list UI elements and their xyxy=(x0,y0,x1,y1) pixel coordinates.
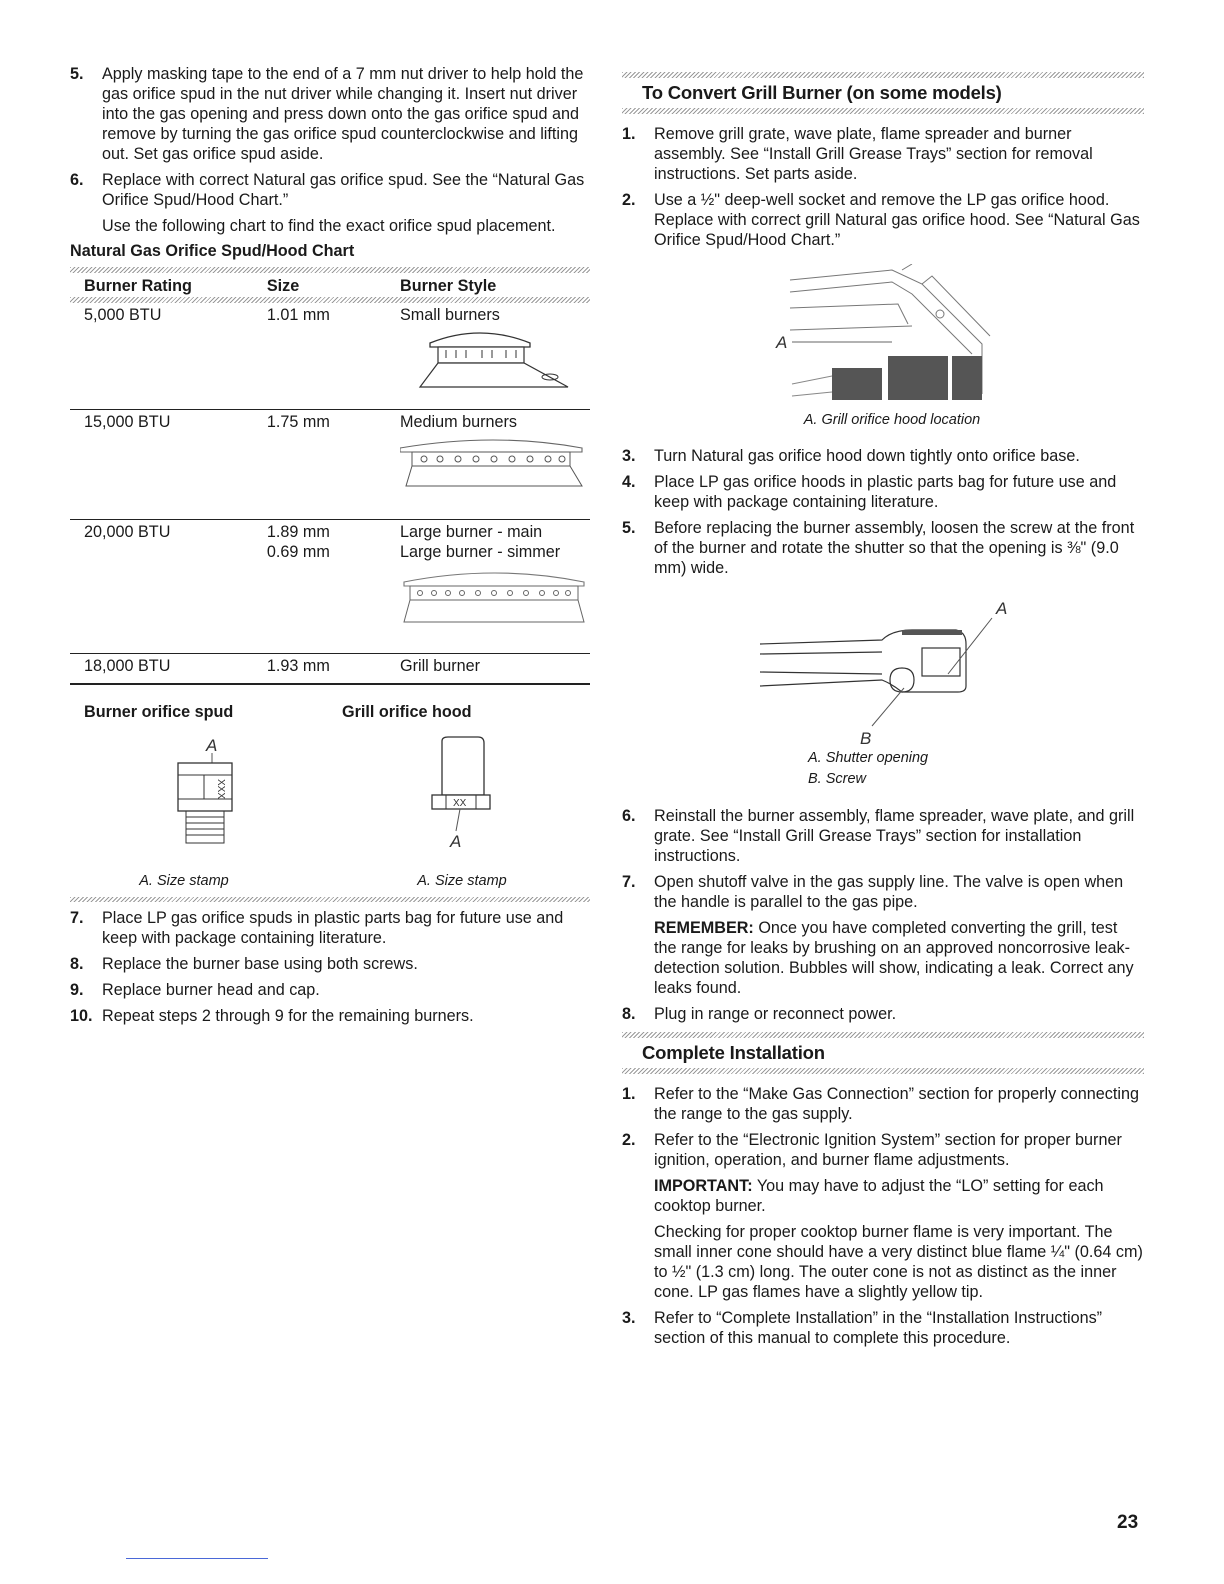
style-text: Small burners xyxy=(400,306,500,324)
remember-text: Once you have completed converting the grill, test the range for leaks by brushing on an approved noncorrosive leak-detection solution. Bubbles will show, indicating a leak. Correct any leaks found. xyxy=(654,919,1134,997)
table-row xyxy=(70,303,590,409)
spud-label: A xyxy=(206,735,218,755)
spud-caption: A. Size stamp xyxy=(139,872,229,889)
cell-size: 1.01 mm xyxy=(266,306,330,324)
step-7 xyxy=(70,908,590,948)
right-column xyxy=(622,72,1144,1354)
divider xyxy=(70,897,590,902)
step-number: 7. xyxy=(70,908,84,927)
step-number: 1. xyxy=(622,1085,636,1103)
step-number: 2. xyxy=(622,191,636,209)
table-row xyxy=(70,519,590,653)
cell-size: 1.93 mm xyxy=(253,653,386,683)
step-number: 9. xyxy=(70,980,84,999)
cell-rating: 5,000 BTU xyxy=(84,306,162,324)
step-text: Apply masking tape to the end of a 7 mm nut driver to help hold the gas orifice spud in the nut driver while changing it. Insert nut driver into the gas opening and press down onto the gas orifice spud and remove by turning the gas orifice spud counterclockwise and lifting out. Set gas orifice spud aside. xyxy=(102,65,584,163)
cell-rating: 15,000 BTU xyxy=(70,409,253,519)
fig2-label-b: B xyxy=(860,729,872,746)
cell-style xyxy=(386,303,590,409)
col-header-size: Size xyxy=(266,276,300,295)
style-main: Large burner - main xyxy=(400,522,543,541)
step-6 xyxy=(70,170,590,210)
fig2-caption-b: B. Screw xyxy=(808,771,867,787)
step-text: Remove grill grate, wave plate, flame spreader and burner assembly. See “Install Grill Grease Trays” section for removal instructions. Set parts aside. xyxy=(654,125,1093,183)
fig2-caption-a: A. Shutter opening xyxy=(808,750,929,766)
step-text: Replace the burner base using both screws. xyxy=(102,954,418,973)
cell-size: 1.75 mm xyxy=(253,409,386,519)
table-row xyxy=(70,409,590,519)
step-text: Place LP gas orifice spuds in plastic parts bag for future use and keep with package containing literature. xyxy=(102,908,564,947)
step-text: Before replacing the burner assembly, loosen the screw at the front of the burner and rotate the shutter so that the opening is ⅜" (9.0 mm) wide. xyxy=(654,519,1135,577)
orifice-diagrams xyxy=(70,685,590,897)
grill-hood-illustration xyxy=(772,264,992,414)
step-10 xyxy=(70,1006,590,1026)
step-5 xyxy=(70,64,590,164)
table-header-row xyxy=(70,273,590,297)
style-simmer: Large burner - simmer xyxy=(400,542,561,561)
step-number: 10. xyxy=(70,1006,93,1025)
step-text: Plug in range or reconnect power. xyxy=(654,1005,897,1023)
complete-heading: Complete Installation xyxy=(642,1042,825,1063)
size-simmer: 0.69 mm xyxy=(266,542,330,561)
hood-caption: A. Size stamp xyxy=(417,872,507,889)
hood-label: A xyxy=(450,831,462,851)
cell-rating: 18,000 BTU xyxy=(70,653,253,683)
chart-title: Natural Gas Orifice Spud/Hood Chart xyxy=(70,242,355,260)
step-number: 6. xyxy=(622,807,636,825)
convert-heading: To Convert Grill Burner (on some models) xyxy=(642,82,1002,103)
step-text: Replace with correct Natural gas orifice spud. See the “Natural Gas Orifice Spud/Hood Chart.” xyxy=(102,171,585,209)
cell-style: Grill burner xyxy=(386,653,590,683)
step-number: 3. xyxy=(622,447,636,465)
grill-hood-figure xyxy=(622,256,1144,446)
convert-step-3 xyxy=(622,446,1144,466)
important-note xyxy=(622,1176,1144,1216)
hood-heading: Grill orifice hood xyxy=(342,702,472,721)
footer-rule xyxy=(126,1558,268,1559)
convert-step-1 xyxy=(622,124,1144,184)
complete-step-2 xyxy=(622,1130,1144,1170)
divider xyxy=(622,108,1144,114)
important-label: IMPORTANT: xyxy=(654,1177,753,1195)
step-text: Open shutoff valve in the gas supply line. The valve is open when the handle is parallel to the gas pipe. xyxy=(654,873,1124,911)
left-column xyxy=(70,64,590,1032)
medium-burner-illustration xyxy=(400,432,590,498)
step-6-note: Use the following chart to find the exact orifice spud placement. xyxy=(102,217,556,235)
step-8 xyxy=(70,954,590,974)
step-number: 5. xyxy=(622,519,636,537)
step-number: 8. xyxy=(70,954,84,973)
convert-step-5 xyxy=(622,518,1144,578)
col-header-rating: Burner Rating xyxy=(84,276,192,295)
remember-label: REMEMBER: xyxy=(654,919,754,937)
shutter-illustration xyxy=(752,596,1012,746)
large-burner-illustration xyxy=(400,562,590,634)
fig1-label: A xyxy=(776,333,788,352)
convert-step-6 xyxy=(622,806,1144,866)
step-text: Place LP gas orifice hoods in plastic parts bag for future use and keep with package containing literature. xyxy=(654,473,1117,511)
step-number: 4. xyxy=(622,473,636,491)
convert-step-4 xyxy=(622,472,1144,512)
complete-step-1 xyxy=(622,1084,1144,1124)
step-text: Turn Natural gas orifice hood down tightly onto orifice base. xyxy=(654,447,1080,465)
step-text: Refer to the “Make Gas Connection” section for properly connecting the range to the gas supply. xyxy=(654,1085,1139,1123)
fig2-label-a: A xyxy=(996,599,1008,618)
convert-step-2 xyxy=(622,190,1144,250)
step-number: 2. xyxy=(622,1131,636,1149)
step-text: Reinstall the burner assembly, flame spreader, wave plate, and grill grate. See “Install Grill Grease Trays” section for installation instructions. xyxy=(654,807,1135,865)
cell-rating: 20,000 BTU xyxy=(70,519,253,653)
step-text: Repeat steps 2 through 9 for the remaining burners. xyxy=(102,1006,474,1025)
complete-step-3 xyxy=(622,1308,1144,1348)
step-number: 7. xyxy=(622,873,636,891)
fig1-caption: A. Grill orifice hood location xyxy=(803,412,981,428)
step-text: Refer to the “Electronic Ignition System” section for proper burner ignition, operation, and burner flame adjustments. xyxy=(654,1131,1122,1169)
spud-illustration xyxy=(160,733,260,859)
size-main: 1.89 mm xyxy=(266,522,330,541)
style-text: Medium burners xyxy=(400,412,517,431)
remember-note xyxy=(622,918,1144,998)
shutter-figure xyxy=(622,584,1144,806)
spud-stamp: XXX xyxy=(215,778,226,799)
step-9 xyxy=(70,980,590,1000)
cell-size xyxy=(253,519,386,653)
small-burner-illustration xyxy=(400,325,580,397)
step-number: 8. xyxy=(622,1005,636,1023)
convert-step-7 xyxy=(622,872,1144,912)
divider xyxy=(622,1068,1144,1074)
cell-style xyxy=(386,519,590,653)
spud-heading: Burner orifice spud xyxy=(84,702,234,721)
flame-note: Checking for proper cooktop burner flame is very important. The small inner cone should have a very distinct blue flame ¼" (0.64 cm) to ½" (1.3 cm) long. The outer cone is not as distinct as the inner cone. LP gas flames have a slightly yellow tip. xyxy=(654,1223,1143,1301)
convert-step-8 xyxy=(622,1004,1144,1024)
table-row xyxy=(70,653,590,683)
step-number: 6. xyxy=(70,171,84,189)
step-number: 1. xyxy=(622,125,636,143)
hood-stamp: XX xyxy=(453,797,467,809)
step-text: Refer to “Complete Installation” in the “Installation Instructions” section of this manual to complete this procedure. xyxy=(654,1309,1103,1347)
col-header-style: Burner Style xyxy=(400,276,497,295)
page-number: 23 xyxy=(1117,1512,1139,1533)
step-text: Use a ½" deep-well socket and remove the LP gas orifice hood. Replace with correct grill Natural gas orifice hood. See “Natural Gas Orifice Spud/Hood Chart.” xyxy=(654,191,1140,249)
orifice-chart-table xyxy=(70,273,590,683)
hood-illustration xyxy=(420,735,500,861)
step-number: 3. xyxy=(622,1309,636,1327)
cell-style xyxy=(386,409,590,519)
important-text: You may have to adjust the “LO” setting for each cooktop burner. xyxy=(654,1177,1104,1215)
step-number: 5. xyxy=(70,65,84,83)
step-text: Replace burner head and cap. xyxy=(102,980,320,999)
